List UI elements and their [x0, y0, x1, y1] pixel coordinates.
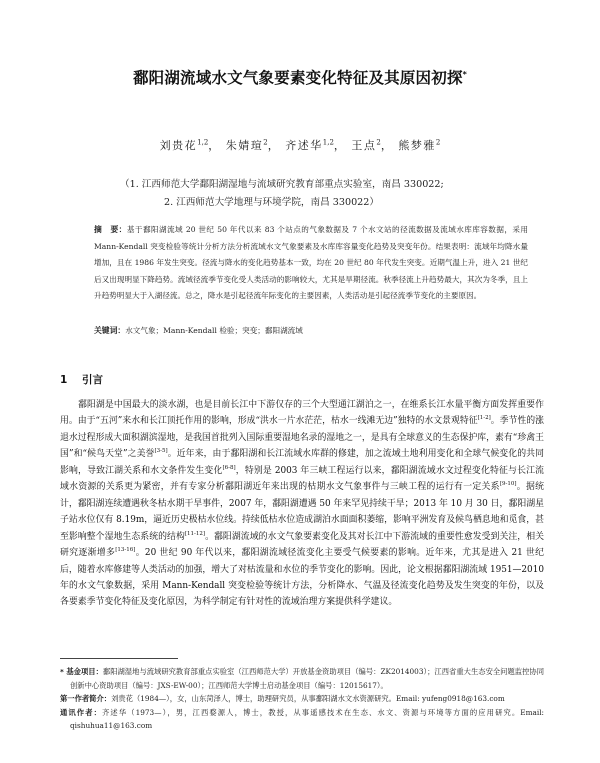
- citation: [1-2]: [477, 415, 491, 422]
- author-affiliation-mark: 2: [263, 138, 268, 147]
- body-text: 。季节性的涨退水过程形成大面积湖滨湿地，是我国首批列入国际重要湿地名录的湿地之一，是具有全球意义的生态保护库，素有“珍禽王国”和“候鸟天堂”之美誉: [60, 416, 544, 460]
- footnote-label: * 基金项目：: [60, 667, 103, 676]
- keywords-text: 水文气象；Mann-Kendall 检验；突变；鄱阳湖流域: [125, 326, 303, 335]
- author: [351, 139, 380, 152]
- footnote-funding: [60, 665, 544, 692]
- footnote-label: 第一作者简介：: [60, 694, 112, 704]
- footnote-text: 刘贵花（1984—），女，山东菏泽人，博士，助理研究员，从事鄱阳湖水文水资源研究。Email: yufeng0918@163.com: [111, 694, 505, 704]
- keywords: [94, 324, 528, 338]
- author-name: 熊梦雅: [398, 139, 436, 152]
- author-separator: ，: [208, 139, 221, 152]
- abstract-text: 基于鄱阳湖流域 20 世纪 50 年代以来 83 个站点的气象数据及 7 个水文站的径流数据及流域水库库容数据，采用 Mann-Kendall 突变检验等统计分析方法分析流域水文气象要素及水库库容量变化趋势及突变年份。结果表明：流域年均降水量增加，且在 1986 年发生突变。径流与降水的变化趋势基本一致，均在 20 世纪 80 年代发生突变。近期气温上升，进入 21 世纪后又出现明显下降趋势。流域径流季节变化受人类活动的影响较大，尤其是旱期径流。秋季径流上升趋势最大，其次为冬季，且上升趋势明显大于入湖径流。总之，降水是引起径流年际变化的主要因素，人类活动是引起径流季节变化的主要原因。: [94, 225, 528, 301]
- citation: [3-5]: [154, 448, 168, 455]
- author-name: 朱婧瑄: [225, 139, 264, 152]
- footnote-first-author: [60, 692, 544, 706]
- section-heading: [60, 372, 103, 387]
- author-list: [60, 137, 540, 153]
- author-name: 齐述华: [285, 139, 323, 152]
- body-text: 。鄱阳湖流域的水文气象要素变化及其对长江中下游流域的重要性愈发受到关注，相关研究逐渐增多: [60, 531, 545, 559]
- author-affiliation-mark: 1,2: [322, 138, 334, 147]
- author-name: 刘贵花: [159, 139, 198, 152]
- citation: [6-8]: [222, 464, 236, 471]
- footnote-divider: [60, 658, 178, 659]
- body-text: ，特别是 2003 年三峡工程运行以来，鄱阳湖流域水文过程变化特征与长江流域水资源的关系更为紧密，并有专家分析鄱阳湖近年来出现的枯期水文气象事件与三峡工程的运行有一定关系: [60, 465, 544, 493]
- footnote-text: 鄱阳湖湿地与流域研究教育部重点实验室（江西师范大学）开放基金资助项目（编号：ZK2014003）；江西省重大生态安全问题监控协同创新中心资助项目（编号：JXS-EW-00）；江西师范大学博士启动基金项目（编号：12015617）。: [70, 667, 544, 690]
- affiliation-2: 2. 江西师范大学地理与环境学院，南昌 330022）: [164, 197, 379, 208]
- affiliation-1: （1. 江西师范大学鄱阳湖湿地与流域研究教育部重点实验室，南昌 330022;: [120, 179, 444, 190]
- author-affiliation-mark: 2: [435, 138, 441, 147]
- paper-title: [60, 66, 540, 88]
- author: [226, 139, 268, 152]
- body-text: 。据统计，鄱阳湖连续遭遇秋冬枯水期干旱事件，2007 年，鄱阳湖遭遇 50 年来罕见持续干旱；2013 年 10 月 30 日，鄱阳湖星子站水位仅有 8.19m，逼近历史极枯水位线。持续低枯水位造成湖泊水面面积萎缩，影响平洲发育及候鸟栖息地和觅食，甚至影响整个湿地生态系统的结构: [60, 482, 545, 542]
- footnote-text: 齐述华（1973—），男，江西婺源人，博士，教授，从事遥感技术在生态、水文、资源与环境等方面的应用研究。Email: qishuhua11@163.com: [70, 707, 544, 731]
- body-text: 。近年来，由于鄱阳湖和长江流域水库群的修建，加之流域土地利用变化和全球气候变化的共同影响，导致江湖关系和水文条件发生变化: [60, 449, 544, 476]
- author-affiliation-mark: 2: [376, 138, 381, 147]
- citation: [13-16]: [115, 547, 136, 554]
- abstract-label: 摘 要：: [94, 225, 127, 234]
- author-separator: ，: [380, 139, 394, 152]
- author-separator: ，: [333, 139, 347, 152]
- section-number: 1: [60, 374, 68, 386]
- introduction-paragraph: [60, 397, 544, 611]
- author: [160, 139, 209, 152]
- footnote-corresponding-author: [60, 706, 544, 733]
- keywords-label: 关键词：: [94, 326, 126, 335]
- citation: [11-12]: [184, 530, 206, 537]
- body-text: 。20 世纪 90 年代以来，鄱阳湖流域径流变化主要受气候要素的影响。近年来，尤其是进入 21 世纪后，随着水库修建等人类活动的加强，增大了对枯流量和水位的季节变化的影响。因此，论文根据鄱阳湖流域 1951—2010 年的水文气象数据，采用 Mann-Kendall 突变检验等统计方法，分析降水、气温及径流变化趋势及发生突变的年份，以及各要素季节变化特征及变化原因，为科学制定有针对性的流域治理方案提供科学建议。: [60, 548, 545, 608]
- author-separator: ，: [267, 139, 281, 152]
- abstract: [94, 222, 528, 305]
- body-text: 鄱阳湖是中国最大的淡水湖，也是目前长江中下游仅存的三个大型通江湖泊之一，在维系长江水量平衡方面发挥重要作用。由于“五河”来水和长江顶托作用的影响，形成“洪水一片水茫茫，枯水一线滩无边”独特的水文景观特征: [60, 400, 544, 427]
- title-footnote-mark: *: [462, 69, 468, 79]
- footnotes: [60, 665, 544, 733]
- author: [398, 139, 440, 152]
- footnote-label: 通讯作者：: [60, 707, 103, 717]
- author: [285, 139, 334, 152]
- section-title: 引言: [82, 374, 103, 386]
- citation: [9-10]: [499, 481, 517, 488]
- author-name: 王点: [351, 139, 377, 152]
- title-text: 鄱阳湖流域水文气象要素变化特征及其原因初探: [132, 69, 463, 87]
- author-affiliation-mark: 1,2: [197, 138, 209, 147]
